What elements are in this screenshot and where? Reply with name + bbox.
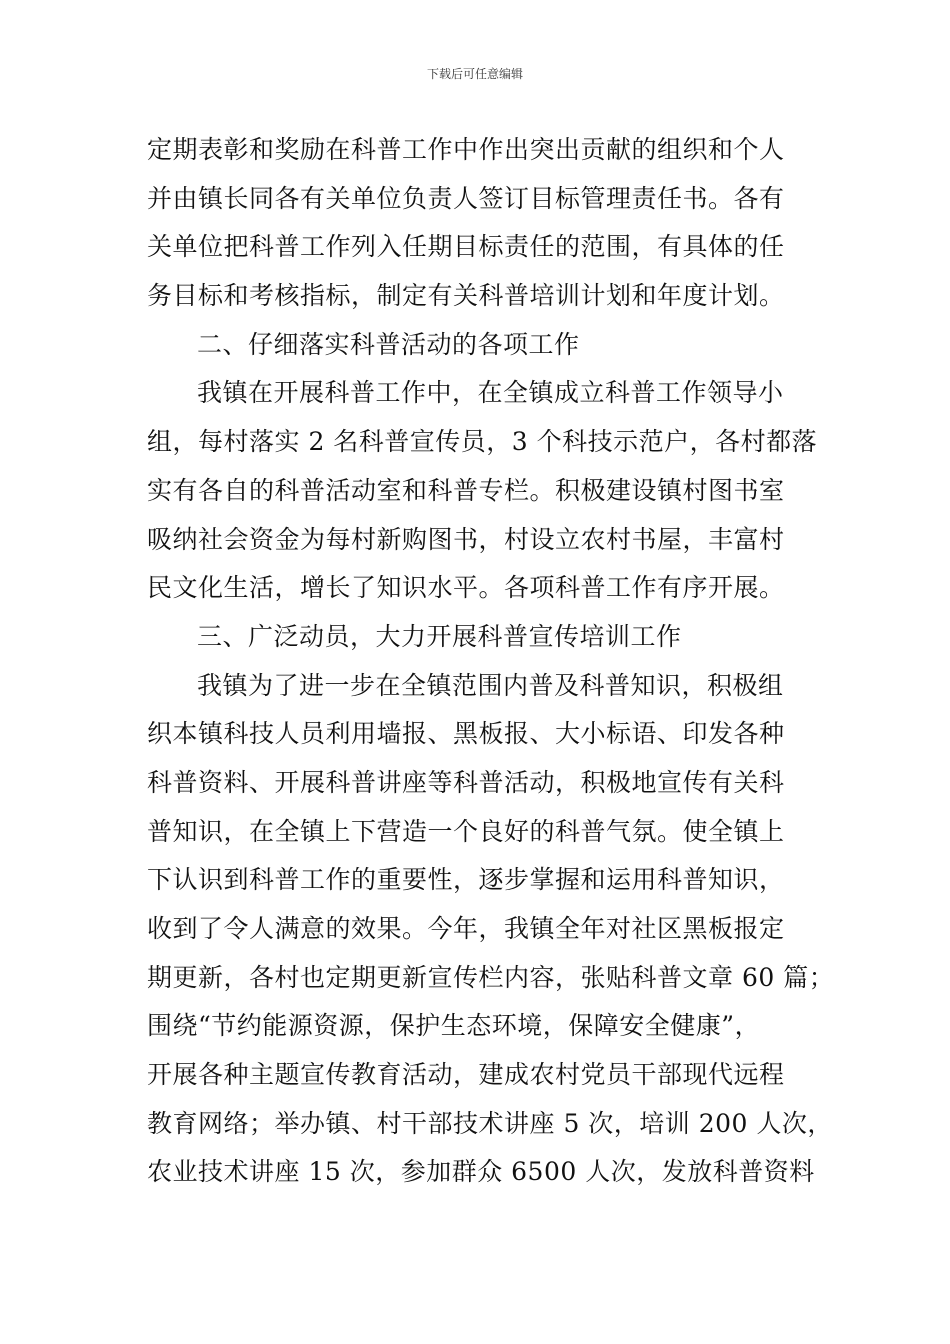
text-line: 开展各种主题宣传教育活动，建成农村党员干部现代远程 [147,1060,785,1090]
text-line: 吸纳社会资金为每村新购图书，村设立农村书屋，丰富村 [147,524,785,554]
document-body [147,126,835,1197]
text-line: 实有各自的科普活动室和科普专栏。积极建设镇村图书室 [147,475,785,505]
text-line: 农业技术讲座 15 次，参加群众 6500 人次，发放科普资料 [147,1157,815,1187]
text-line: 我镇为了进一步在全镇范围内普及科普知识，积极组 [197,670,784,700]
text-line: 民文化生活，增长了知识水平。各项科普工作有序开展。 [147,573,785,603]
text-line: 三、广泛动员，大力开展科普宣传培训工作 [197,621,682,651]
page-header: 下载后可任意编辑 [426,67,523,81]
text-line: 织本镇科技人员利用墙报、黑板报、大小标语、印发各种 [147,719,785,749]
text-line: 我镇在开展科普工作中，在全镇成立科普工作领导小 [197,378,784,408]
text-line: 定期表彰和奖励在科普工作中作出突出贡献的组织和个人 [147,135,785,164]
text-line: 组，每村落实 2 名科普宣传员，3 个科技示范户，各村都落 [147,427,818,457]
text-line: 务目标和考核指标，制定有关科普培训计划和年度计划。 [147,281,785,311]
text-line: 教育网络；举办镇、村干部技术讲座 5 次，培训 200 人次， [147,1108,833,1138]
text-line: 关单位把科普工作列入任期目标责任的范围，有具体的任 [147,232,785,262]
text-line: 围绕“节约能源资源，保护生态环境，保障安全健康”， [147,1011,761,1041]
text-line: 二、仔细落实科普活动的各项工作 [197,329,580,359]
text-line: 并由镇长同各有关单位负责人签订目标管理责任书。各有 [147,183,785,213]
text-line: 普知识，在全镇上下营造一个良好的科普气氛。使全镇上 [147,816,785,846]
text-line: 科普资料、开展科普讲座等科普活动，积极地宣传有关科 [147,767,785,797]
text-line: 收到了令人满意的效果。今年，我镇全年对社区黑板报定 [147,914,785,943]
text-line: 期更新，各村也定期更新宣传栏内容，张贴科普文章 60 篇； [147,962,835,992]
text-line: 下认识到科普工作的重要性，逐步掌握和运用科普知识， [147,865,785,895]
